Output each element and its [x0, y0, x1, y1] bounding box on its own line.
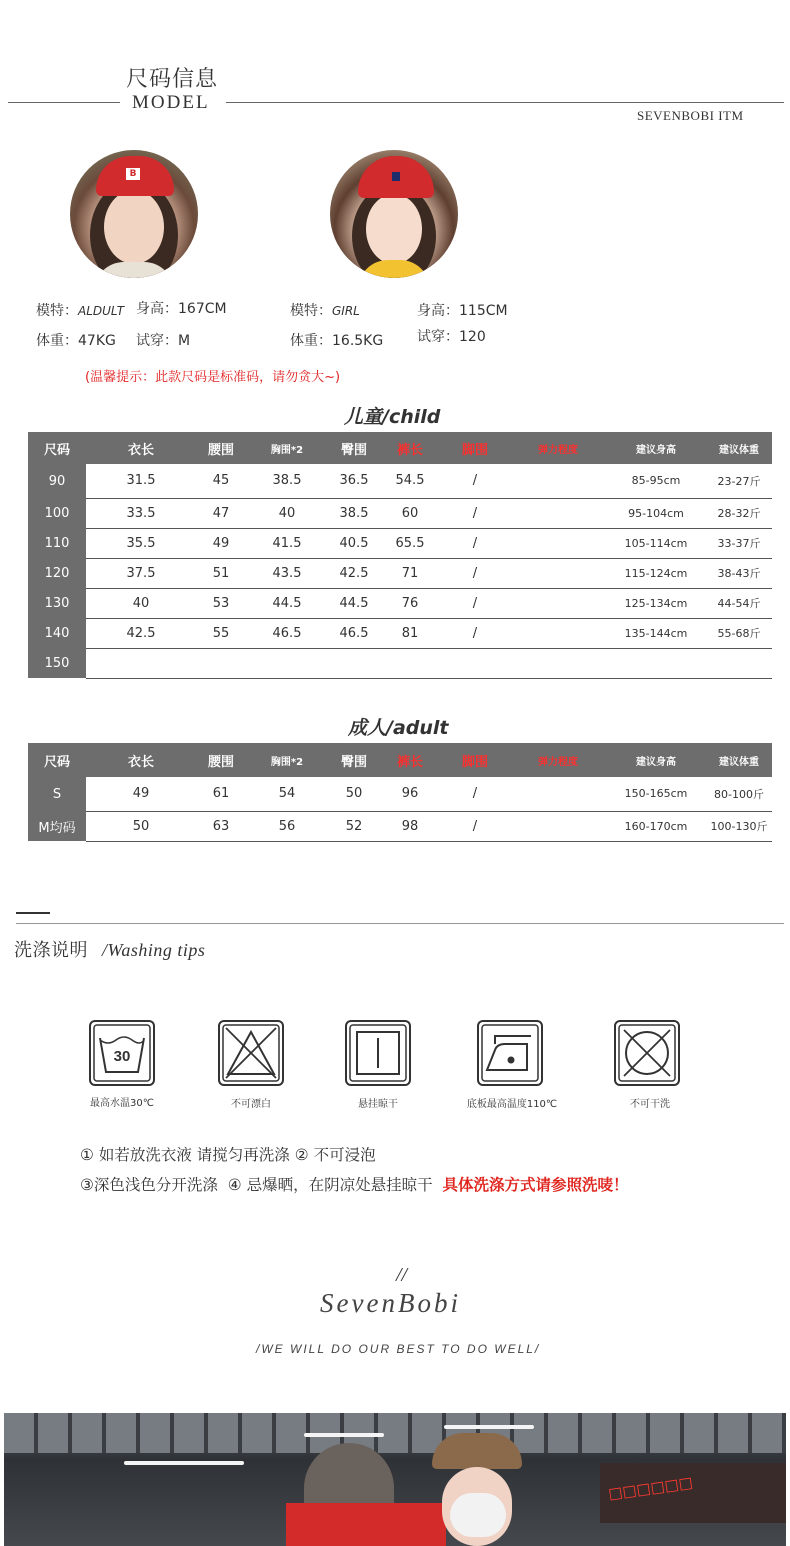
washing-title: 洗涤说明 /Washing tips [14, 940, 206, 961]
brand-label: SEVENBOBI ITM [637, 108, 744, 123]
child-table-cell-empty [510, 528, 606, 558]
adult-table-cell: 56 [246, 811, 328, 841]
header-divider-left [8, 102, 120, 103]
washing-tips-line-2: ③深色浅色分开洗涤 ④ 忌爆晒，在阴凉处悬挂晾干 具体洗涤方式请参照洗唛！ [80, 1176, 629, 1194]
child-table-cell: 33-37斤 [706, 528, 772, 558]
brand-motto: /WE WILL DO OUR BEST TO DO WELL/ [256, 1342, 541, 1356]
child-table-size-cell: 150 [28, 648, 86, 678]
adult-model-label: 模特：ALDULT [36, 303, 125, 319]
wash-temp-number: 30 [113, 1048, 131, 1065]
wash-30-icon [89, 1020, 153, 1084]
iron-110-icon [477, 1020, 541, 1084]
child-table-header-cell: 脚围 [440, 432, 510, 464]
child-table-cell: 51 [196, 558, 246, 588]
child-table-cell: 76 [380, 588, 440, 618]
adult-table-size-cell: M均码 [28, 811, 86, 841]
child-table-cell: 42.5 [328, 558, 380, 588]
child-table-cell: 44-54斤 [706, 588, 772, 618]
child-model-avatar [330, 150, 458, 278]
child-table-header-cell: 腰围 [196, 432, 246, 464]
child-table-cell: 38.5 [246, 464, 328, 498]
child-table-cell: 53 [196, 588, 246, 618]
child-table-cell: 23-27斤 [706, 464, 772, 498]
adult-table-cell: 54 [246, 777, 328, 811]
child-table-size-cell: 140 [28, 618, 86, 648]
adult-table-cell: / [440, 777, 510, 811]
child-table-cell-empty [510, 648, 606, 678]
child-table-cell: / [440, 464, 510, 498]
adult-table-cell-empty [510, 811, 606, 841]
child-table-cell: 45 [196, 464, 246, 498]
child-table-cell: 125-134cm [606, 588, 706, 618]
adult-table-cell: 98 [380, 811, 440, 841]
child-table-cell [328, 648, 380, 678]
child-table-cell [86, 648, 196, 678]
adult-table-row [28, 777, 772, 811]
child-table-cell: 81 [380, 618, 440, 648]
child-table-cell-empty [510, 618, 606, 648]
child-table-cell: 44.5 [328, 588, 380, 618]
child-table-cell: 38-43斤 [706, 558, 772, 588]
hang-dry-icon [345, 1020, 409, 1084]
child-table-cell: / [440, 498, 510, 528]
child-table-header-cell: 臀围 [328, 432, 380, 464]
child-table-cell: 44.5 [246, 588, 328, 618]
child-table-cell: 42.5 [86, 618, 196, 648]
child-table-cell: 55-68斤 [706, 618, 772, 648]
child-table-cell: / [440, 588, 510, 618]
adult-table-cell-empty [510, 777, 606, 811]
child-table-row [28, 464, 772, 498]
adult-table-header-cell: 裤长 [380, 743, 440, 777]
child-table-header-cell: 衣长 [86, 432, 196, 464]
child-table-header-cell: 建议体重 [706, 432, 772, 464]
no-bleach-label: 不可漂白 [231, 1099, 271, 1110]
child-size-table [28, 432, 772, 679]
child-table-row [28, 528, 772, 558]
child-table-size-cell: 120 [28, 558, 86, 588]
adult-size-table [28, 743, 772, 842]
child-table-row [28, 648, 772, 678]
child-table-cell-empty [510, 498, 606, 528]
child-table-cell: 43.5 [246, 558, 328, 588]
child-table-cell [440, 648, 510, 678]
adult-height: 身高：167CM [136, 301, 227, 317]
child-table-cell: / [440, 558, 510, 588]
child-table-cell: 105-114cm [606, 528, 706, 558]
child-table-cell: / [440, 618, 510, 648]
child-table-cell: 31.5 [86, 464, 196, 498]
hang-dry-label: 悬挂晾干 [358, 1099, 398, 1110]
iron-110-label: 底板最高温度110℃ [466, 1099, 558, 1110]
child-table-cell [380, 648, 440, 678]
adult-table-cell: 52 [328, 811, 380, 841]
child-table-cell: 40.5 [328, 528, 380, 558]
child-table-cell: 28-32斤 [706, 498, 772, 528]
child-table-size-cell: 100 [28, 498, 86, 528]
adult-table-cell: 49 [86, 777, 196, 811]
adult-table-header-cell: 建议身高 [606, 743, 706, 777]
child-table-cell: 55 [196, 618, 246, 648]
child-table-size-cell: 110 [28, 528, 86, 558]
child-model-label: 模特：GIRL [290, 303, 360, 319]
child-table-size-cell: 130 [28, 588, 86, 618]
no-dry-clean-icon [614, 1020, 678, 1084]
child-table-cell: 35.5 [86, 528, 196, 558]
adult-table-cell: 160-170cm [606, 811, 706, 841]
brand-slash-mark: // [396, 1264, 408, 1286]
child-table-header-cell: 尺码 [28, 432, 86, 464]
child-table-cell-empty [510, 558, 606, 588]
washing-divider [16, 923, 784, 924]
adult-model-avatar: B [70, 150, 198, 278]
adult-try-size: 试穿：M [136, 333, 191, 349]
washing-tips-line-1: ① 如若放洗衣液 请搅匀再洗涤 ② 不可浸泡 [80, 1146, 376, 1164]
adult-table-cell: 63 [196, 811, 246, 841]
size-notice: (温馨提示：此款尺码是标准码，请勿贪大~) [85, 370, 341, 385]
adult-table-size-cell: S [28, 777, 86, 811]
adult-table-cell: 80-100斤 [706, 777, 772, 811]
no-bleach-icon [218, 1020, 282, 1084]
child-table-cell: 40 [86, 588, 196, 618]
child-table-cell [606, 648, 706, 678]
child-table-cell: 54.5 [380, 464, 440, 498]
adult-table-row [28, 811, 772, 841]
child-table-cell: 95-104cm [606, 498, 706, 528]
child-table-row [28, 558, 772, 588]
brand-signature: SevenBobi [320, 1288, 461, 1318]
child-table-cell-empty [510, 588, 606, 618]
adult-table-cell: 100-130斤 [706, 811, 772, 841]
adult-table-header-cell: 建议体重 [706, 743, 772, 777]
child-table-row [28, 618, 772, 648]
child-table-cell: 71 [380, 558, 440, 588]
adult-table-header-cell: 腰围 [196, 743, 246, 777]
adult-table-header-cell: 尺码 [28, 743, 86, 777]
child-table-title: 儿童/child [344, 406, 441, 428]
child-table-cell [706, 648, 772, 678]
child-table-cell [196, 648, 246, 678]
washing-tip-highlight: 具体洗涤方式请参照洗唛！ [442, 1176, 629, 1194]
child-table-cell: 37.5 [86, 558, 196, 588]
child-table-header-cell: 裤长 [380, 432, 440, 464]
child-table-cell: 38.5 [328, 498, 380, 528]
child-table-cell: 40 [246, 498, 328, 528]
child-table-cell: / [440, 528, 510, 558]
wash-30-label: 最高水温30℃ [90, 1098, 154, 1109]
child-table-cell: 33.5 [86, 498, 196, 528]
adult-table-cell: 50 [86, 811, 196, 841]
washing-accent-bar [16, 912, 50, 914]
adult-table-header-cell: 臀围 [328, 743, 380, 777]
adult-table-cell: 150-165cm [606, 777, 706, 811]
child-table-header-cell: 弹力程度 [510, 432, 606, 464]
no-dry-clean-label: 不可干洗 [630, 1099, 670, 1110]
child-table-row [28, 498, 772, 528]
child-table-cell [246, 648, 328, 678]
child-table-cell: 60 [380, 498, 440, 528]
child-table-cell: 65.5 [380, 528, 440, 558]
child-table-cell: 46.5 [328, 618, 380, 648]
adult-table-header-cell: 弹力程度 [510, 743, 606, 777]
child-table-header-cell: 胸围*2 [246, 432, 328, 464]
child-table-cell: 135-144cm [606, 618, 706, 648]
child-table-cell: 46.5 [246, 618, 328, 648]
child-height: 身高：115CM [417, 303, 508, 319]
adult-table-cell: 96 [380, 777, 440, 811]
store-sign: □□□□□□ [607, 1473, 694, 1503]
section-title-cn: 尺码信息 [126, 67, 219, 92]
adult-table-cell: 50 [328, 777, 380, 811]
child-table-row [28, 588, 772, 618]
section-title-en: MODEL [132, 92, 210, 113]
child-table-cell: 36.5 [328, 464, 380, 498]
adult-weight: 体重：47KG [36, 333, 116, 349]
adult-table-cell: / [440, 811, 510, 841]
child-weight: 体重：16.5KG [290, 333, 384, 349]
header-divider-right [226, 102, 784, 103]
child-table-cell-empty [510, 464, 606, 498]
adult-table-header-cell: 胸围*2 [246, 743, 328, 777]
adult-table-header-cell: 脚围 [440, 743, 510, 777]
child-try-size: 试穿：120 [417, 329, 486, 345]
child-table-size-cell: 90 [28, 464, 86, 498]
adult-table-cell: 61 [196, 777, 246, 811]
child-table-cell: 41.5 [246, 528, 328, 558]
adult-table-title: 成人/adult [348, 717, 449, 739]
child-table-header-cell: 建议身高 [606, 432, 706, 464]
child-table-cell: 85-95cm [606, 464, 706, 498]
adult-table-header-cell: 衣长 [86, 743, 196, 777]
child-table-cell: 115-124cm [606, 558, 706, 588]
lifestyle-photo [4, 1413, 786, 1546]
child-table-cell: 49 [196, 528, 246, 558]
child-table-cell: 47 [196, 498, 246, 528]
